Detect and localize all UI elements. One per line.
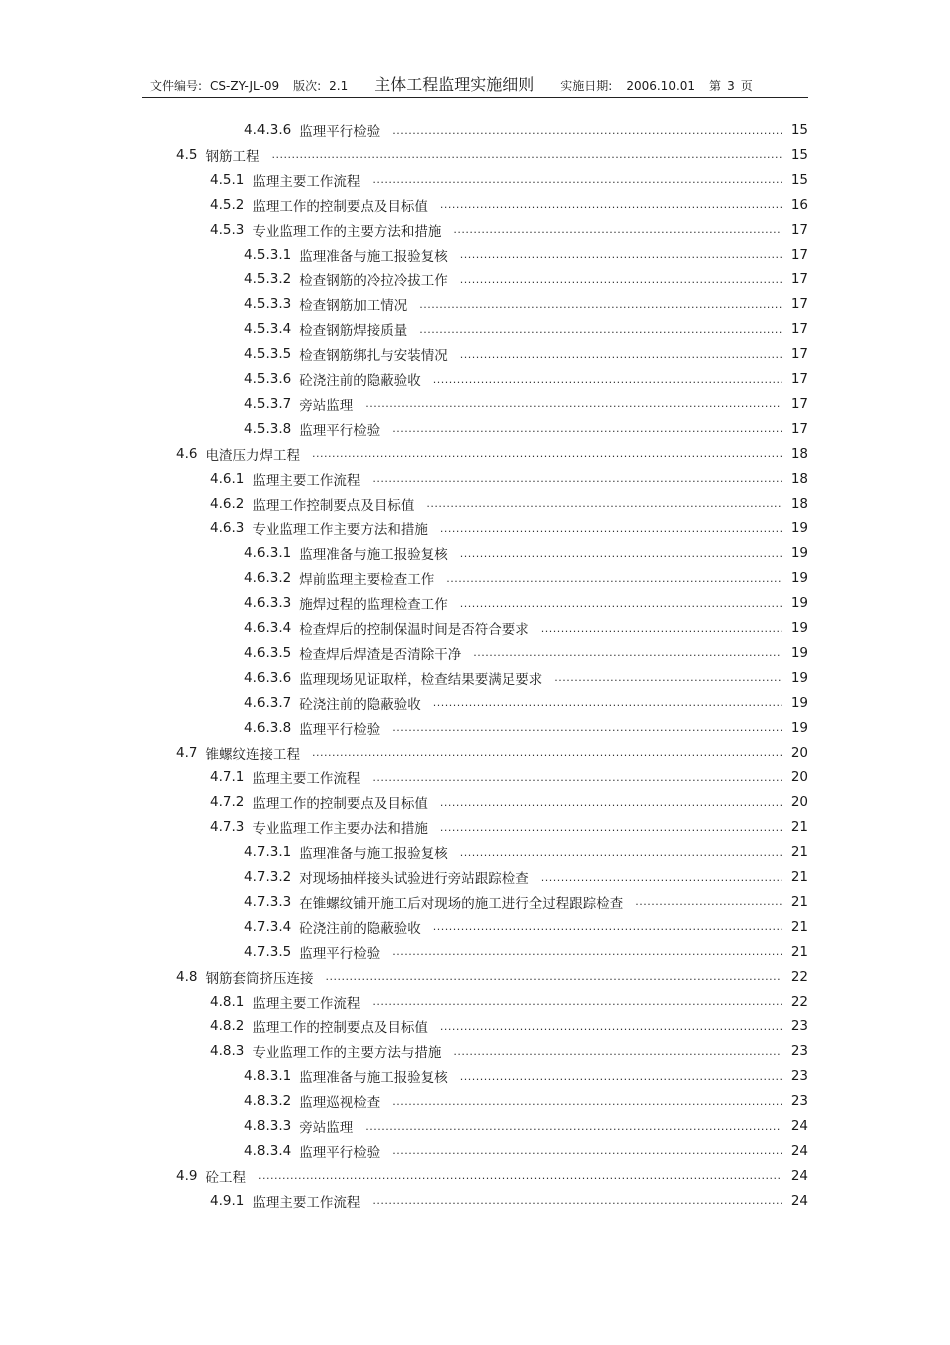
toc-leader-dots bbox=[419, 298, 782, 311]
toc-leader-dots bbox=[440, 522, 782, 535]
toc-entry-number: 4.5.1 bbox=[210, 171, 245, 188]
toc-leader-dots bbox=[372, 1194, 782, 1207]
toc-entry-number: 4.6.3.5 bbox=[244, 644, 292, 661]
toc-entry-number: 4.5.3.2 bbox=[244, 271, 292, 288]
toc-entry[interactable] bbox=[244, 1140, 808, 1162]
toc-entry-number: 4.8.2 bbox=[210, 1018, 245, 1035]
toc-leader-dots bbox=[440, 821, 782, 834]
toc-entry[interactable] bbox=[244, 1115, 808, 1137]
toc-entry[interactable] bbox=[244, 1090, 808, 1112]
toc-entry-number: 4.9.1 bbox=[210, 1192, 245, 1209]
toc-entry-title: 专业监理工作的主要方法与措施 bbox=[252, 1045, 442, 1062]
toc-entry[interactable] bbox=[210, 1040, 808, 1062]
toc-entry-title: 电渣压力焊工程 bbox=[205, 447, 300, 464]
toc-entry-page: 18 bbox=[790, 495, 808, 512]
toc-entry-number: 4.7 bbox=[176, 744, 198, 761]
toc-leader-dots bbox=[453, 223, 782, 236]
toc-entry-number: 4.5.3.8 bbox=[244, 420, 292, 437]
toc-entry-page: 21 bbox=[790, 869, 808, 885]
toc-entry-page: 21 bbox=[790, 819, 808, 836]
toc-entry-number: 4.8.3 bbox=[210, 1043, 245, 1060]
toc-entry[interactable] bbox=[210, 816, 808, 838]
toc-entry-number: 4.7.3.2 bbox=[244, 869, 292, 885]
toc-entry-number: 4.6.3.4 bbox=[244, 620, 292, 636]
toc-entry-page: 23 bbox=[790, 1043, 808, 1060]
page-suffix: 页 bbox=[740, 79, 753, 93]
toc-entry-number: 4.6.3 bbox=[210, 520, 245, 537]
toc-entry-number: 4.5.3.6 bbox=[244, 371, 292, 387]
toc-entry-title: 焊前监理主要检查工作 bbox=[299, 572, 435, 589]
toc-leader-dots bbox=[372, 771, 782, 784]
toc-entry-number: 4.8.1 bbox=[210, 993, 245, 1010]
version: 2.1 bbox=[329, 79, 349, 93]
toc-entry-page: 22 bbox=[790, 968, 808, 985]
toc-leader-dots bbox=[460, 273, 782, 286]
toc-entry-number: 4.5.3.4 bbox=[244, 321, 292, 338]
toc-entry-title: 砼浇注前的隐蔽验收 bbox=[299, 373, 421, 389]
toc-leader-dots bbox=[440, 1020, 782, 1033]
toc-entry[interactable] bbox=[210, 766, 808, 788]
toc-entry-page: 19 bbox=[790, 719, 808, 736]
toc-entry[interactable] bbox=[244, 941, 808, 963]
toc-entry[interactable] bbox=[210, 991, 808, 1013]
toc-entry-number: 4.6.3.8 bbox=[244, 719, 292, 736]
toc-leader-dots bbox=[541, 622, 782, 635]
toc-leader-dots bbox=[392, 721, 782, 734]
toc-entry-number: 4.6.1 bbox=[210, 470, 245, 487]
toc-entry-page: 20 bbox=[790, 794, 808, 811]
toc-entry-page: 17 bbox=[790, 271, 808, 288]
toc-entry[interactable] bbox=[210, 517, 808, 539]
document-title: 主体工程监理实施细则 bbox=[374, 75, 535, 94]
toc-entry[interactable] bbox=[244, 866, 808, 888]
toc-leader-dots bbox=[433, 373, 782, 386]
toc-entry[interactable] bbox=[210, 194, 808, 216]
toc-leader-dots bbox=[554, 671, 782, 684]
toc-entry[interactable] bbox=[244, 418, 808, 440]
toc-entry-page: 19 bbox=[790, 545, 808, 562]
toc-leader-dots bbox=[312, 746, 782, 759]
version-label: 版次: bbox=[293, 79, 322, 93]
toc-entry-title: 监理工作的控制要点及目标值 bbox=[252, 796, 428, 813]
toc-entry-title: 检查钢筋的冷拉冷拔工作 bbox=[299, 273, 448, 290]
toc-entry-page: 20 bbox=[790, 744, 808, 761]
toc-leader-dots bbox=[312, 447, 782, 460]
toc-entry-page: 21 bbox=[790, 893, 808, 910]
toc-entry[interactable] bbox=[210, 468, 808, 490]
toc-leader-dots bbox=[419, 323, 782, 336]
toc-entry[interactable] bbox=[244, 617, 808, 639]
toc-entry-title: 监理主要工作流程 bbox=[252, 173, 361, 190]
page-header bbox=[150, 72, 808, 96]
toc-entry-page: 23 bbox=[790, 1093, 808, 1110]
toc-entry[interactable] bbox=[210, 791, 808, 813]
toc-entry-page: 24 bbox=[790, 1118, 808, 1134]
file-number-label: 文件编号: bbox=[150, 79, 203, 93]
toc-entry-title: 监理准备与施工报验复核 bbox=[299, 248, 448, 265]
toc-entry-page: 15 bbox=[790, 146, 808, 163]
toc-entry-title: 监理平行检验 bbox=[299, 1144, 381, 1161]
toc-entry-page: 20 bbox=[790, 769, 808, 786]
toc-entry-number: 4.6.3.2 bbox=[244, 570, 292, 587]
toc-entry-page: 17 bbox=[790, 246, 808, 263]
toc-entry[interactable] bbox=[244, 692, 808, 714]
page-number: 3 bbox=[727, 79, 735, 93]
toc-entry-title: 监理现场见证取样，检查结果要满足要求 bbox=[299, 671, 543, 688]
toc-entry-title: 监理平行检验 bbox=[299, 721, 381, 738]
toc-entry-title: 监理巡视检查 bbox=[299, 1095, 381, 1112]
toc-entry-page: 23 bbox=[790, 1018, 808, 1035]
toc-entry[interactable] bbox=[244, 119, 808, 141]
toc-leader-dots bbox=[271, 148, 782, 161]
toc-entry-title: 专业监理工作主要办法和措施 bbox=[252, 821, 428, 838]
toc-entry-page: 15 bbox=[790, 171, 808, 188]
date-label: 实施日期: bbox=[560, 79, 613, 93]
toc-entry[interactable] bbox=[244, 542, 808, 564]
toc-entry-title: 监理平行检验 bbox=[299, 124, 381, 140]
toc-entry-page: 21 bbox=[790, 844, 808, 861]
toc-entry-page: 17 bbox=[790, 395, 808, 412]
toc-leader-dots bbox=[258, 1169, 782, 1182]
toc-entry-page: 19 bbox=[790, 595, 808, 612]
toc-entry-title: 监理准备与施工报验复核 bbox=[299, 1070, 448, 1087]
toc-leader-dots bbox=[426, 497, 782, 510]
toc-leader-dots bbox=[433, 696, 782, 709]
header-rule bbox=[142, 97, 808, 98]
toc-leader-dots bbox=[460, 348, 782, 361]
toc-entry-number: 4.5.2 bbox=[210, 196, 245, 213]
toc-entry-number: 4.5.3.7 bbox=[244, 395, 292, 412]
toc-entry[interactable] bbox=[244, 841, 808, 863]
toc-entry-title: 监理主要工作流程 bbox=[252, 472, 361, 489]
toc-leader-dots bbox=[365, 397, 782, 410]
toc-entry-title: 监理平行检验 bbox=[299, 422, 381, 439]
toc-entry-title: 砼浇注前的隐蔽验收 bbox=[299, 696, 421, 713]
toc-entry-number: 4.6.3.3 bbox=[244, 595, 292, 612]
toc-entry-title: 钢筋套筒挤压连接 bbox=[205, 970, 314, 987]
toc-entry-title: 监理主要工作流程 bbox=[252, 1194, 361, 1211]
toc-entry-number: 4.8.3.4 bbox=[244, 1142, 292, 1159]
toc-entry-title: 在锥螺纹铺开施工后对现场的施工进行全过程跟踪检查 bbox=[299, 895, 624, 912]
toc-leader-dots bbox=[372, 173, 782, 186]
toc-entry-number: 4.6.3.1 bbox=[244, 545, 292, 562]
page-prefix: 第 bbox=[709, 79, 722, 93]
toc-entry-page: 17 bbox=[790, 321, 808, 338]
toc-entry-page: 17 bbox=[790, 346, 808, 363]
toc-entry-page: 19 bbox=[790, 620, 808, 636]
toc-entry-page: 22 bbox=[790, 993, 808, 1010]
toc-leader-dots bbox=[392, 1095, 782, 1108]
toc-leader-dots bbox=[433, 920, 782, 933]
toc-entry-number: 4.8.3.2 bbox=[244, 1093, 292, 1110]
toc-entry[interactable] bbox=[244, 717, 808, 739]
toc-entry-number: 4.7.1 bbox=[210, 769, 245, 786]
toc-entry-title: 检查焊后的控制保温时间是否符合要求 bbox=[299, 622, 529, 638]
toc-entry[interactable] bbox=[244, 293, 808, 315]
toc-entry-page: 15 bbox=[790, 122, 808, 138]
toc-entry-title: 旁站监理 bbox=[299, 1120, 354, 1136]
toc-entry-page: 24 bbox=[790, 1167, 808, 1184]
toc-leader-dots bbox=[392, 124, 782, 137]
toc-entry-number: 4.4.3.6 bbox=[244, 122, 292, 138]
toc-entry-title: 监理工作的控制要点及目标值 bbox=[252, 198, 428, 215]
toc-entry-number: 4.7.3.3 bbox=[244, 893, 292, 910]
toc-entry-number: 4.6.3.7 bbox=[244, 694, 292, 711]
toc-entry[interactable] bbox=[176, 144, 808, 166]
toc-entry[interactable] bbox=[244, 368, 808, 390]
toc-entry-page: 17 bbox=[790, 296, 808, 313]
toc-entry-number: 4.6.2 bbox=[210, 495, 245, 512]
toc-entry-number: 4.7.3.5 bbox=[244, 943, 292, 960]
toc-entry-number: 4.7.3 bbox=[210, 819, 245, 836]
toc-entry-page: 23 bbox=[790, 1068, 808, 1085]
toc-entry-page: 19 bbox=[790, 520, 808, 537]
toc-entry[interactable] bbox=[244, 268, 808, 290]
toc-entry[interactable] bbox=[244, 592, 808, 614]
toc-leader-dots bbox=[446, 572, 782, 585]
toc-entry[interactable] bbox=[244, 567, 808, 589]
toc-entry[interactable] bbox=[176, 742, 808, 764]
toc-entry-title: 监理平行检验 bbox=[299, 945, 381, 962]
toc-entry-title: 专业监理工作的主要方法和措施 bbox=[252, 223, 442, 240]
toc-entry-number: 4.5.3.5 bbox=[244, 346, 292, 363]
toc-leader-dots bbox=[473, 646, 782, 659]
toc-entry-page: 18 bbox=[790, 445, 808, 462]
toc-entry-number: 4.5.3.3 bbox=[244, 296, 292, 313]
toc-entry-title: 施焊过程的监理检查工作 bbox=[299, 597, 448, 614]
toc-leader-dots bbox=[372, 472, 782, 485]
toc-entry-title: 对现场抽样接头试验进行旁站跟踪检查 bbox=[299, 871, 529, 887]
toc-entry[interactable] bbox=[244, 343, 808, 365]
toc-entry[interactable] bbox=[244, 393, 808, 415]
toc-entry-title: 监理主要工作流程 bbox=[252, 771, 361, 788]
toc-entry-number: 4.7.2 bbox=[210, 794, 245, 811]
toc-leader-dots bbox=[541, 871, 782, 884]
toc-entry-title: 检查焊后焊渣是否清除干净 bbox=[299, 646, 462, 663]
toc-entry[interactable] bbox=[176, 1165, 808, 1187]
toc-leader-dots bbox=[325, 970, 782, 983]
toc-entry-title: 砼浇注前的隐蔽验收 bbox=[299, 920, 421, 937]
toc-entry-page: 21 bbox=[790, 943, 808, 960]
toc-leader-dots bbox=[440, 796, 782, 809]
toc-leader-dots bbox=[460, 1070, 782, 1083]
toc-leader-dots bbox=[440, 198, 782, 211]
toc-entry-title: 检查钢筋焊接质量 bbox=[299, 323, 408, 340]
toc-entry-number: 4.5 bbox=[176, 146, 198, 163]
toc-entry-number: 4.6 bbox=[176, 445, 198, 462]
toc-entry-page: 24 bbox=[790, 1142, 808, 1159]
toc-entry-title: 监理工作控制要点及目标值 bbox=[252, 497, 415, 514]
toc-entry-title: 监理主要工作流程 bbox=[252, 995, 361, 1012]
toc-entry[interactable] bbox=[244, 891, 808, 913]
toc-entry-page: 24 bbox=[790, 1192, 808, 1209]
toc-entry-page: 18 bbox=[790, 470, 808, 487]
file-number: CS-ZY-JL-09 bbox=[210, 79, 280, 93]
toc-leader-dots bbox=[365, 1120, 782, 1133]
toc-entry-page: 17 bbox=[790, 420, 808, 437]
toc-entry-page: 16 bbox=[790, 196, 808, 213]
toc-entry-page: 19 bbox=[790, 644, 808, 661]
toc-entry-number: 4.5.3.1 bbox=[244, 246, 292, 263]
toc-leader-dots bbox=[392, 945, 782, 958]
toc-entry-number: 4.5.3 bbox=[210, 221, 245, 238]
toc-entry[interactable] bbox=[210, 219, 808, 241]
toc-entry-page: 19 bbox=[790, 570, 808, 587]
toc-entry-page: 17 bbox=[790, 371, 808, 387]
toc-entry[interactable] bbox=[244, 318, 808, 340]
toc-entry[interactable] bbox=[244, 667, 808, 689]
toc-entry-title: 检查钢筋加工情况 bbox=[299, 298, 408, 315]
toc-leader-dots bbox=[372, 995, 782, 1008]
toc-entry-title: 专业监理工作主要方法和措施 bbox=[252, 522, 428, 539]
toc-entry[interactable] bbox=[210, 1015, 808, 1037]
toc-entry[interactable] bbox=[244, 1065, 808, 1087]
toc-entry-number: 4.6.3.6 bbox=[244, 669, 292, 686]
toc-entry[interactable] bbox=[176, 966, 808, 988]
toc-entry-number: 4.7.3.4 bbox=[244, 918, 292, 935]
toc-entry-number: 4.7.3.1 bbox=[244, 844, 292, 861]
toc-entry[interactable] bbox=[210, 1190, 808, 1212]
toc-leader-dots bbox=[392, 422, 782, 435]
toc-leader-dots bbox=[453, 1045, 782, 1058]
toc-entry-page: 19 bbox=[790, 694, 808, 711]
toc-entry-number: 4.9 bbox=[176, 1167, 198, 1184]
toc-entry-title: 砼工程 bbox=[205, 1169, 246, 1186]
toc-leader-dots bbox=[460, 547, 782, 560]
toc-entry-page: 21 bbox=[790, 918, 808, 935]
toc-entry[interactable] bbox=[244, 244, 808, 266]
toc-leader-dots bbox=[460, 846, 782, 859]
toc-entry-page: 19 bbox=[790, 669, 808, 686]
toc-entry-page: 17 bbox=[790, 221, 808, 238]
toc-entry-title: 旁站监理 bbox=[299, 397, 354, 414]
toc-leader-dots bbox=[460, 597, 782, 610]
toc-entry-number: 4.8.3.1 bbox=[244, 1068, 292, 1085]
toc-entry-title: 监理准备与施工报验复核 bbox=[299, 846, 448, 863]
toc-entry[interactable] bbox=[244, 916, 808, 938]
toc-entry[interactable] bbox=[176, 443, 808, 465]
toc-entry-title: 钢筋工程 bbox=[205, 148, 260, 165]
toc-entry[interactable] bbox=[210, 169, 808, 191]
toc-entry-title: 监理工作的控制要点及目标值 bbox=[252, 1020, 428, 1037]
toc-entry-title: 检查钢筋绑扎与安装情况 bbox=[299, 348, 448, 365]
toc-entry[interactable] bbox=[244, 642, 808, 664]
effective-date: 2006.10.01 bbox=[626, 79, 696, 93]
toc-leader-dots bbox=[635, 895, 782, 908]
toc-entry-title: 锥螺纹连接工程 bbox=[205, 746, 300, 763]
toc-entry-number: 4.8.3.3 bbox=[244, 1118, 292, 1134]
toc-entry[interactable] bbox=[210, 493, 808, 515]
toc-entry-number: 4.8 bbox=[176, 968, 198, 985]
toc-entry-title: 监理准备与施工报验复核 bbox=[299, 547, 448, 564]
toc-leader-dots bbox=[460, 248, 782, 261]
toc-leader-dots bbox=[392, 1144, 782, 1157]
